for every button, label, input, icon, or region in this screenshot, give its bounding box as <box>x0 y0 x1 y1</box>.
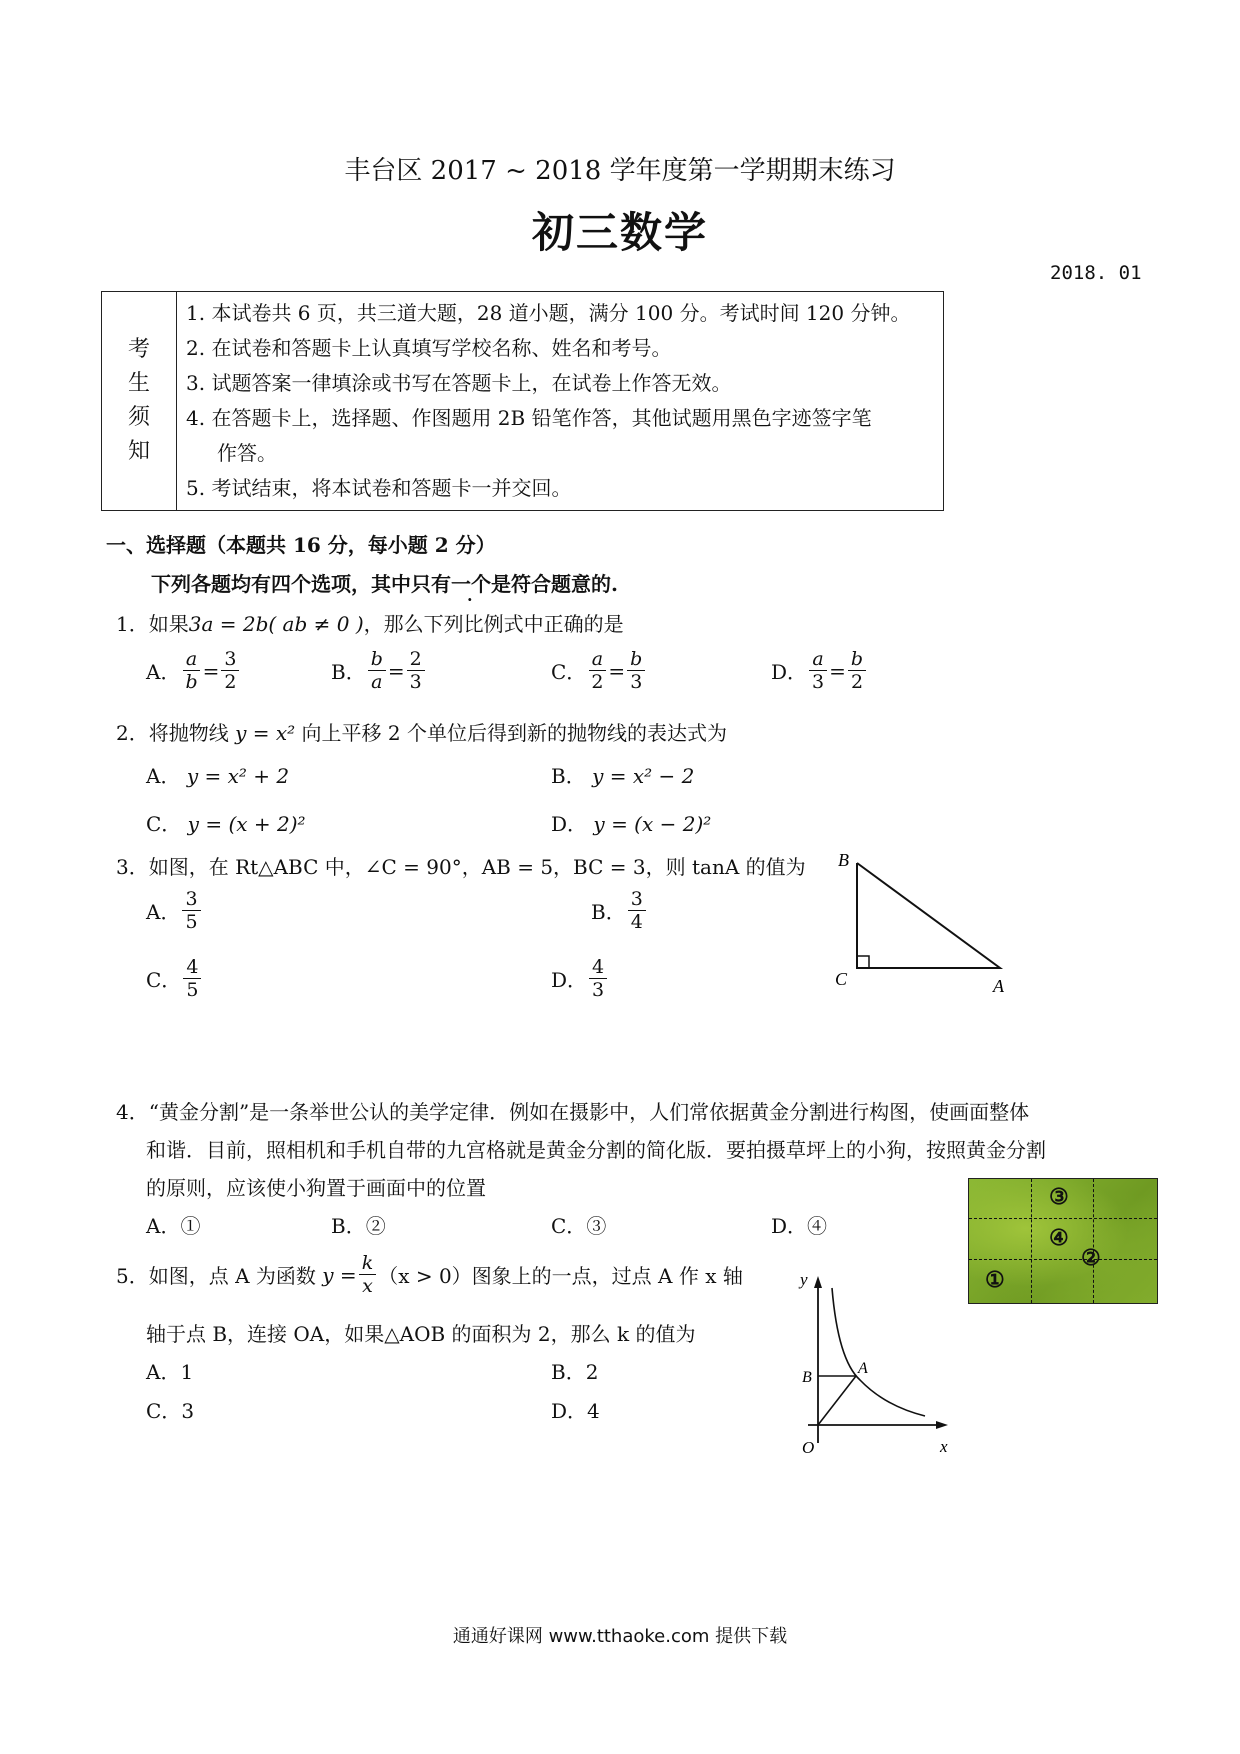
vertex-label-a: A <box>993 976 1004 996</box>
subject-title: 初三数学 <box>531 208 708 257</box>
notice-item: 2. 在试卷和答题卡上认真填写学校名称、姓名和考号。 <box>186 336 672 360</box>
notice-item: 5. 考试结束，将本试卷和答题卡一并交回。 <box>186 476 572 500</box>
q3-option-b[interactable] <box>591 888 648 933</box>
equals-sign: = <box>829 658 846 683</box>
point-label-a: A <box>858 1360 868 1377</box>
notice-label-char: 须 <box>127 405 150 430</box>
position-label-4: ④ <box>1049 1225 1069 1251</box>
question-3 <box>116 851 806 880</box>
point-label-b: B <box>802 1369 812 1386</box>
q1-option-d[interactable] <box>771 648 868 693</box>
q4-option-d[interactable] <box>771 1210 827 1239</box>
grid-line <box>969 1259 1157 1260</box>
section-title: 一、选择题（本题共 16 分，每小题 2 分） <box>106 533 496 557</box>
q3-option-c[interactable] <box>146 956 203 1001</box>
q4-line: 和谐．目前，照相机和手机自带的九宫格就是黄金分割的简化版．要拍摄草坪上的小狗，按照黄金分割 <box>146 1138 1046 1162</box>
instruction-post: 是符合题意的. <box>491 572 618 596</box>
question-number: 4． <box>116 1100 149 1124</box>
q2-option-b[interactable] <box>551 760 694 789</box>
q2-option-a[interactable] <box>146 760 289 789</box>
option-letter: D． <box>551 968 588 992</box>
q1-post: ，那么下列比例式中正确的是 <box>363 612 624 636</box>
fraction <box>407 648 425 693</box>
q5-post: 图象上的一点，过点 A 作 x 轴 <box>471 1264 743 1288</box>
notice-item: 3. 试题答案一律填涂或书写在答题卡上，在试卷上作答无效。 <box>186 371 732 395</box>
fraction <box>809 648 827 693</box>
option-letter: C． <box>146 968 182 992</box>
frac-num: 3 <box>628 888 646 911</box>
position-label-3: ③ <box>1049 1184 1069 1210</box>
option-letter: A． <box>146 764 181 788</box>
equals-sign: = <box>608 658 626 683</box>
fraction <box>221 648 239 693</box>
option-text: 4 <box>587 1399 600 1423</box>
option-letter: A． <box>146 900 181 924</box>
q4-option-a[interactable] <box>146 1210 200 1239</box>
notice-label-char: 知 <box>127 439 150 464</box>
option-expr: y = x² − 2 <box>592 764 695 788</box>
frac-den: 3 <box>812 671 825 693</box>
option-letter: B． <box>331 660 366 684</box>
position-label-1: ① <box>985 1267 1005 1293</box>
notice-item: 1. 本试卷共 6 页，共三道大题，28 道小题，满分 100 分。考试时间 120 分钟。 <box>186 301 911 325</box>
nine-grid-photo <box>968 1178 1158 1304</box>
fraction <box>628 888 646 933</box>
fraction <box>588 648 606 693</box>
frac-num: k <box>359 1252 377 1275</box>
option-text: 1 <box>180 1360 194 1384</box>
q5-option-c[interactable] <box>146 1395 194 1424</box>
section-instruction <box>151 568 618 597</box>
option-letter: D． <box>551 1399 588 1423</box>
q5-y-eq: y = <box>322 1262 357 1287</box>
q5-option-a[interactable] <box>146 1356 193 1385</box>
right-angle-mark <box>857 956 869 968</box>
q5-pre: 如图，点 A 为函数 <box>148 1264 316 1288</box>
option-letter: A． <box>146 1214 181 1238</box>
option-text: ③ <box>586 1214 607 1238</box>
option-text: ① <box>180 1214 201 1238</box>
option-letter: B． <box>551 1360 586 1384</box>
frac-den: 3 <box>409 671 422 693</box>
fraction-k-over-x <box>359 1252 377 1297</box>
frac-den: 3 <box>630 671 643 693</box>
q5-condition: （x > 0） <box>378 1264 472 1288</box>
option-letter: B． <box>331 1214 366 1238</box>
frac-den: b <box>185 671 198 693</box>
frac-num: a <box>183 648 200 671</box>
option-text: ④ <box>807 1214 828 1238</box>
q1-condition: ( ab ≠ 0 ) <box>268 612 364 636</box>
q4-option-b[interactable] <box>331 1210 386 1239</box>
grid-line <box>1093 1179 1094 1303</box>
option-letter: C． <box>551 1214 587 1238</box>
origin-label: O <box>802 1438 815 1457</box>
option-expr: y = x² + 2 <box>186 764 290 788</box>
y-axis-arrow <box>814 1276 822 1288</box>
notice-box <box>101 291 944 511</box>
frac-num: 3 <box>221 648 239 671</box>
question-number: 1． <box>116 612 149 636</box>
notice-label-char: 考 <box>127 337 150 362</box>
option-letter: D． <box>771 660 808 684</box>
frac-den: 3 <box>592 979 605 1001</box>
option-letter: A． <box>146 660 181 684</box>
q2-expr: y = x² <box>235 721 296 745</box>
q1-expr: 3a = 2b <box>188 612 269 636</box>
notice-label-char: 生 <box>127 371 150 396</box>
frac-den: a <box>371 671 383 693</box>
vertex-label-b: B <box>838 850 849 870</box>
frac-den: 5 <box>185 911 198 933</box>
frac-den: x <box>362 1275 373 1297</box>
instruction-emphasis: 一个 <box>451 572 491 596</box>
notice-items <box>177 292 944 511</box>
option-letter: D． <box>771 1214 808 1238</box>
option-letter: C． <box>146 812 182 836</box>
option-letter: D． <box>551 812 588 836</box>
q5-line: 轴于点 B，连接 OA，如果△AOB 的面积为 2，那么 k 的值为 <box>146 1322 696 1346</box>
option-letter: C． <box>146 1399 182 1423</box>
grid-line <box>1031 1179 1032 1303</box>
axis-label-y: y <box>800 1270 808 1289</box>
frac-den: 5 <box>186 979 199 1001</box>
axis-label-x: x <box>940 1437 948 1456</box>
segment-oa <box>818 1376 856 1425</box>
option-text: 3 <box>181 1399 195 1423</box>
q3-text: 如图，在 Rt△ABC 中，∠C = 90°，AB = 5，BC = 3，则 tanA 的值为 <box>148 855 806 879</box>
x-axis-arrow <box>936 1421 948 1429</box>
question-number: 3． <box>116 855 149 879</box>
q5-option-d[interactable] <box>551 1395 600 1424</box>
option-letter: B． <box>551 764 586 788</box>
frac-den: 2 <box>224 671 237 693</box>
question-number: 2． <box>116 721 149 745</box>
vertex-label-c: C <box>835 969 848 989</box>
q1-option-b[interactable] <box>331 648 427 693</box>
fraction <box>368 648 386 693</box>
position-label-2: ② <box>1081 1245 1101 1271</box>
notice-label <box>102 292 177 511</box>
fraction <box>589 956 607 1001</box>
exam-title: 丰台区 2017 ~ 2018 学年度第一学期期末练习 <box>344 156 896 186</box>
q4-line: “黄金分割”是一条举世公认的美学定律．例如在摄影中，人们常依据黄金分割进行构图，使画面整体 <box>148 1100 1030 1124</box>
frac-den: 2 <box>850 671 864 693</box>
equals-sign: = <box>387 658 405 683</box>
frac-num: a <box>809 648 826 671</box>
fraction <box>627 648 645 693</box>
frac-num: b <box>368 648 386 671</box>
triangle-figure <box>830 848 1010 1008</box>
equals-sign: = <box>202 658 220 683</box>
option-letter: A． <box>146 1360 181 1384</box>
exam-date: 2018. 01 <box>1050 262 1142 284</box>
fraction <box>183 956 201 1001</box>
q4-line: 的原则，应该使小狗置于画面中的位置 <box>146 1176 486 1200</box>
q4-option-c[interactable] <box>551 1210 606 1239</box>
question-4 <box>116 1096 1029 1125</box>
q2-pre: 将抛物线 <box>148 721 229 745</box>
question-1 <box>116 608 624 637</box>
frac-num: a <box>589 648 606 671</box>
option-letter: B． <box>591 900 626 924</box>
option-text: 2 <box>585 1360 599 1384</box>
q1-pre: 如果 <box>148 612 189 636</box>
option-expr: y = (x + 2)² <box>187 812 306 836</box>
frac-num: 4 <box>589 956 607 979</box>
frac-num: b <box>627 648 645 671</box>
fraction <box>848 648 866 693</box>
question-2 <box>116 717 727 746</box>
grid-line <box>969 1218 1157 1219</box>
frac-den: 4 <box>630 911 643 933</box>
q2-post: 向上平移 2 个单位后得到新的抛物线的表达式为 <box>301 721 727 745</box>
q3-option-a[interactable] <box>146 888 203 933</box>
frac-num: b <box>848 648 866 671</box>
fraction <box>182 888 200 933</box>
notice-item-cont: 作答。 <box>217 441 277 465</box>
q1-option-c[interactable] <box>551 648 647 693</box>
option-expr: y = (x − 2)² <box>593 812 712 836</box>
footer-source: 通通好课网 www.tthaoke.com 提供下载 <box>452 1626 788 1647</box>
instruction-pre: 下列各题均有四个选项，其中只有 <box>151 572 451 596</box>
q5-option-b[interactable] <box>551 1356 598 1385</box>
frac-num: 2 <box>407 648 425 671</box>
triangle-abc <box>857 863 1000 968</box>
q3-option-d[interactable] <box>551 956 609 1001</box>
question-number: 5． <box>116 1264 149 1288</box>
q1-option-a[interactable] <box>146 648 241 693</box>
notice-item: 4. 在答题卡上，选择题、作图题用 2B 铅笔作答，其他试题用黑色字迹签字笔 <box>186 406 872 430</box>
q2-option-c[interactable] <box>146 808 306 837</box>
frac-den: 2 <box>591 671 604 693</box>
frac-num: 3 <box>182 888 200 911</box>
frac-num: 4 <box>183 956 201 979</box>
function-graph-figure <box>790 1268 965 1468</box>
fraction <box>182 648 200 693</box>
question-5 <box>116 1252 743 1297</box>
option-text: ② <box>365 1214 386 1238</box>
q2-option-d[interactable] <box>551 808 711 837</box>
option-letter: C． <box>551 660 587 684</box>
hyperbola-curve <box>832 1288 925 1416</box>
